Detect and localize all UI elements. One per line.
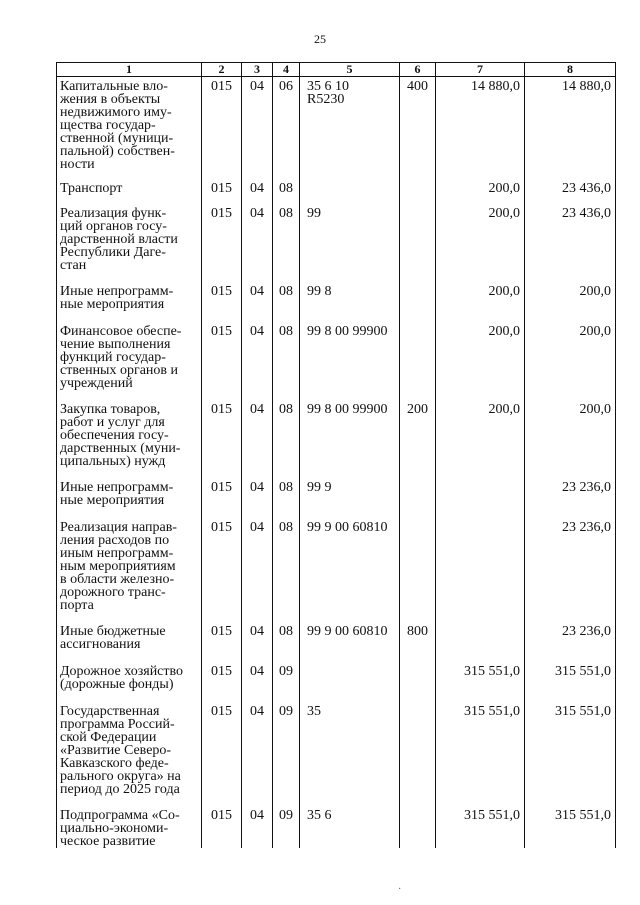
cell-col-5: 99 8 00 99900 [300, 322, 400, 400]
cell-col-6: 200 [400, 400, 436, 478]
cell-col-5: 35 [300, 702, 400, 806]
cell-col-5: 99 8 [300, 282, 400, 322]
cell-col-2: 015 [202, 518, 242, 622]
cell-col-7: 315 551,0 [436, 702, 525, 806]
cell-col-3: 04 [242, 204, 273, 282]
table-row [57, 622, 616, 662]
cell-col-7: 200,0 [436, 204, 525, 282]
cell-col-2: 015 [202, 806, 242, 848]
table-row [57, 77, 616, 179]
row-item-name: Подпрограмма «Со- циально-экономи- ческое развитие [57, 806, 202, 848]
table-row [57, 518, 616, 622]
cell-col-4: 09 [273, 662, 300, 702]
cell-col-4: 09 [273, 702, 300, 806]
table-row [57, 282, 616, 322]
cell-col-7 [436, 622, 525, 662]
cell-col-2: 015 [202, 204, 242, 282]
budget-table [56, 62, 616, 848]
cell-col-4: 08 [273, 179, 300, 204]
cell-col-2: 015 [202, 702, 242, 806]
cell-col-7 [436, 518, 525, 622]
cell-col-8: 23 436,0 [525, 179, 616, 204]
cell-col-2: 015 [202, 478, 242, 518]
column-header-2: 2 [202, 63, 242, 77]
cell-col-8: 315 551,0 [525, 702, 616, 806]
cell-col-6: 400 [400, 77, 436, 179]
cell-col-7: 200,0 [436, 322, 525, 400]
cell-col-3: 04 [242, 322, 273, 400]
cell-col-3: 04 [242, 702, 273, 806]
cell-col-2: 015 [202, 77, 242, 179]
header-row [57, 63, 616, 77]
cell-col-5: 99 9 00 60810 [300, 518, 400, 622]
table-body [57, 77, 616, 848]
cell-col-8: 200,0 [525, 322, 616, 400]
cell-col-5: 99 9 [300, 478, 400, 518]
cell-col-6 [400, 179, 436, 204]
cell-col-2: 015 [202, 322, 242, 400]
cell-col-8: 200,0 [525, 282, 616, 322]
table-row [57, 204, 616, 282]
row-item-name: Капитальные вло- жения в объекты недвижимого иму- щества государ- ственной (муници- пальной) собствен- ности [57, 77, 202, 179]
cell-col-3: 04 [242, 282, 273, 322]
cell-col-5 [300, 662, 400, 702]
row-item-name: Иные непрограмм- ные мероприятия [57, 478, 202, 518]
row-item-name: Финансовое обеспе- чение выполнения функций государ- ственных органов и учреждений [57, 322, 202, 400]
column-header-7: 7 [436, 63, 525, 77]
table-row [57, 662, 616, 702]
column-header-8: 8 [525, 63, 616, 77]
row-item-name: Реализация функ- ций органов госу- дарственной власти Республики Даге- стан [57, 204, 202, 282]
cell-col-4: 09 [273, 806, 300, 848]
page-number: 25 [314, 32, 326, 46]
table-row [57, 806, 616, 848]
cell-col-3: 04 [242, 400, 273, 478]
cell-col-3: 04 [242, 77, 273, 179]
column-header-5: 5 [300, 63, 400, 77]
cell-col-5: 99 8 00 99900 [300, 400, 400, 478]
cell-col-4: 08 [273, 518, 300, 622]
cell-col-6 [400, 806, 436, 848]
cell-col-8: 315 551,0 [525, 806, 616, 848]
scan-mark: · [398, 884, 402, 895]
row-item-name: Иные бюджетные ассигнования [57, 622, 202, 662]
cell-col-7: 315 551,0 [436, 806, 525, 848]
column-header-3: 3 [242, 63, 273, 77]
cell-col-2: 015 [202, 622, 242, 662]
cell-col-8: 23 236,0 [525, 622, 616, 662]
cell-col-3: 04 [242, 179, 273, 204]
cell-col-7: 315 551,0 [436, 662, 525, 702]
cell-col-3: 04 [242, 622, 273, 662]
cell-col-6 [400, 204, 436, 282]
cell-col-6 [400, 518, 436, 622]
cell-col-4: 08 [273, 282, 300, 322]
cell-col-3: 04 [242, 518, 273, 622]
cell-col-4: 08 [273, 400, 300, 478]
cell-col-2: 015 [202, 662, 242, 702]
column-header-1: 1 [57, 63, 202, 77]
cell-col-8: 23 436,0 [525, 204, 616, 282]
cell-col-6 [400, 322, 436, 400]
row-item-name: Государственная программа Россий- ской Федерации «Развитие Северо- Кавказского феде- рального округа» на период до 2025 года [57, 702, 202, 806]
cell-col-5: 35 6 10 R5230 [300, 77, 400, 179]
cell-col-8: 315 551,0 [525, 662, 616, 702]
row-item-name: Иные непрограмм- ные мероприятия [57, 282, 202, 322]
cell-col-3: 04 [242, 662, 273, 702]
cell-col-4: 08 [273, 478, 300, 518]
cell-col-7: 200,0 [436, 400, 525, 478]
table-row [57, 179, 616, 204]
cell-col-2: 015 [202, 179, 242, 204]
cell-col-6 [400, 478, 436, 518]
cell-col-3: 04 [242, 806, 273, 848]
cell-col-8: 200,0 [525, 400, 616, 478]
cell-col-5: 35 6 [300, 806, 400, 848]
cell-col-3: 04 [242, 478, 273, 518]
cell-col-4: 08 [273, 622, 300, 662]
cell-col-5 [300, 179, 400, 204]
cell-col-5: 99 9 00 60810 [300, 622, 400, 662]
column-header-4: 4 [273, 63, 300, 77]
cell-col-2: 015 [202, 282, 242, 322]
cell-col-7 [436, 478, 525, 518]
column-header-6: 6 [400, 63, 436, 77]
cell-col-6 [400, 282, 436, 322]
table-row [57, 702, 616, 806]
cell-col-4: 08 [273, 322, 300, 400]
cell-col-8: 14 880,0 [525, 77, 616, 179]
cell-col-6: 800 [400, 622, 436, 662]
cell-col-4: 08 [273, 204, 300, 282]
cell-col-6 [400, 662, 436, 702]
cell-col-7: 200,0 [436, 282, 525, 322]
table-row [57, 400, 616, 478]
row-item-name: Реализация направ- ления расходов по иным непрограмм- ным мероприятиям в области железно- дорожного транс- порта [57, 518, 202, 622]
row-item-name: Транспорт [57, 179, 202, 204]
row-item-name: Закупка товаров, работ и услуг для обеспечения госу- дарственных (муни- ципальных) нужд [57, 400, 202, 478]
cell-col-2: 015 [202, 400, 242, 478]
cell-col-7: 200,0 [436, 179, 525, 204]
cell-col-6 [400, 702, 436, 806]
cell-col-4: 06 [273, 77, 300, 179]
cell-col-8: 23 236,0 [525, 518, 616, 622]
cell-col-5: 99 [300, 204, 400, 282]
table-row [57, 478, 616, 518]
cell-col-8: 23 236,0 [525, 478, 616, 518]
cell-col-7: 14 880,0 [436, 77, 525, 179]
table-row [57, 322, 616, 400]
row-item-name: Дорожное хозяйство (дорожные фонды) [57, 662, 202, 702]
